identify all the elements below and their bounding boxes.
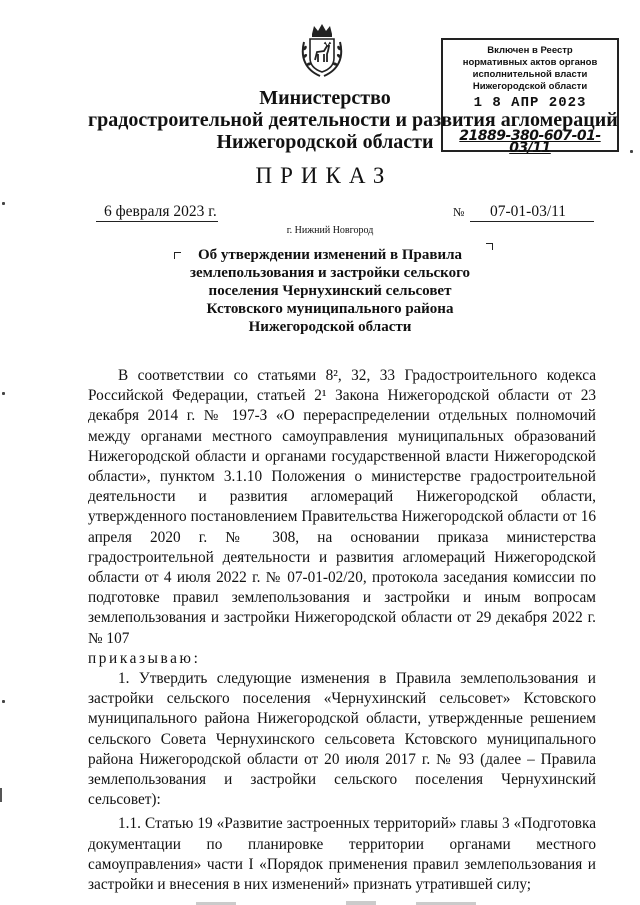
stamp-line-4: Нижегородской области — [472, 81, 588, 92]
stamp-line-2: нормативных актов органов — [462, 57, 598, 68]
order-date: 6 февраля 2023 г. — [104, 203, 217, 220]
scan-mark — [2, 202, 5, 205]
title-line-1: Об утверждении изменений в Правила — [197, 247, 463, 263]
ministry-name-line-2: градостроительной деятельности и развития агломераций — [88, 109, 618, 131]
order-body — [88, 366, 596, 895]
scan-mark — [630, 150, 633, 153]
scan-mark — [0, 788, 7, 802]
stamp-line-1: Включен в Реестр — [487, 45, 573, 56]
coat-of-arms-icon — [300, 24, 344, 78]
clause-1: 1. Утвердить следующие изменения в Правила землепользования и застройки сельского поселения «Чернухинский сельсовет» Кстовского муниципального района Нижегородской области, утвержденные решением сельского Совета Чернухинского сельсовета Кстовского муниципального района Нижегородской области от 20 июля 2017 г. № 93 (далее – Правила землепользования и застройки сельского поселения Чернухинский сельсовет): — [88, 670, 596, 809]
stamp-date: 1 8 АПР 2023 — [473, 95, 587, 111]
ministry-name-line-3: Нижегородской области — [216, 131, 434, 153]
document-type-heading: ПРИКАЗ — [255, 163, 393, 188]
date-underline — [96, 221, 218, 222]
clause-1-1: 1.1. Статью 19 «Развитие застроенных территорий» главы 3 «Подготовка документации по планировке территории органами местного самоуправления» части I «Порядок применения правил землепользования и застройки и внесения в них изменений» признать утратившей силу; — [88, 815, 596, 894]
scan-mark — [2, 392, 5, 395]
title-line-4: Кстовского муниципального района — [206, 301, 454, 317]
place-of-issue: г. Нижний Новгород — [286, 225, 374, 236]
ministry-name-line-1: Министерство — [259, 87, 391, 109]
number-sign: № — [453, 205, 465, 219]
stamp-line-3: исполнительной власти — [472, 69, 588, 80]
order-word: приказываю: — [88, 649, 201, 667]
number-underline — [470, 221, 594, 222]
next-line-cutoff — [196, 895, 556, 905]
title-line-3: поселения Чернухинский сельсовет — [208, 283, 452, 299]
scan-mark — [2, 700, 5, 703]
title-line-5: Нижегородской области — [248, 319, 412, 335]
title-line-2: землепользования и застройки сельского — [189, 265, 471, 281]
preamble-paragraph: В соответствии со статьями 8², 32, 33 Градостроительного кодекса Российской Федерации, статьей 2¹ Закона Нижегородской области от 23 декабря 2014 г. № 197-З «О перераспределении отдельных полномочий между органами местного самоуправления муниципальных образований Нижегородской области и органами государственной власти Нижегородской области», пунктом 3.1.10 Положения о министерстве градостроительной деятельности и развития агломераций Нижегородской области, утвержденного постановлением Правительства Нижегородской области от 16 апреля 2020 г. № 308, на основании приказа министерства градостроительной деятельности и развития агломераций Нижегородской области от 4 июля 2022 г. № 07-01-02/20, протокола заседания комиссии по подготовке правил землепользования и застройки и иным вопросам землепользования и застройки Нижегородской области от 29 декабря 2022 г. № 107 — [88, 367, 596, 647]
order-number: 07-01-03/11 — [490, 203, 567, 220]
order-title — [160, 246, 500, 336]
stamp-registration-number: 21889-380-607-01-03/11 — [459, 128, 601, 156]
